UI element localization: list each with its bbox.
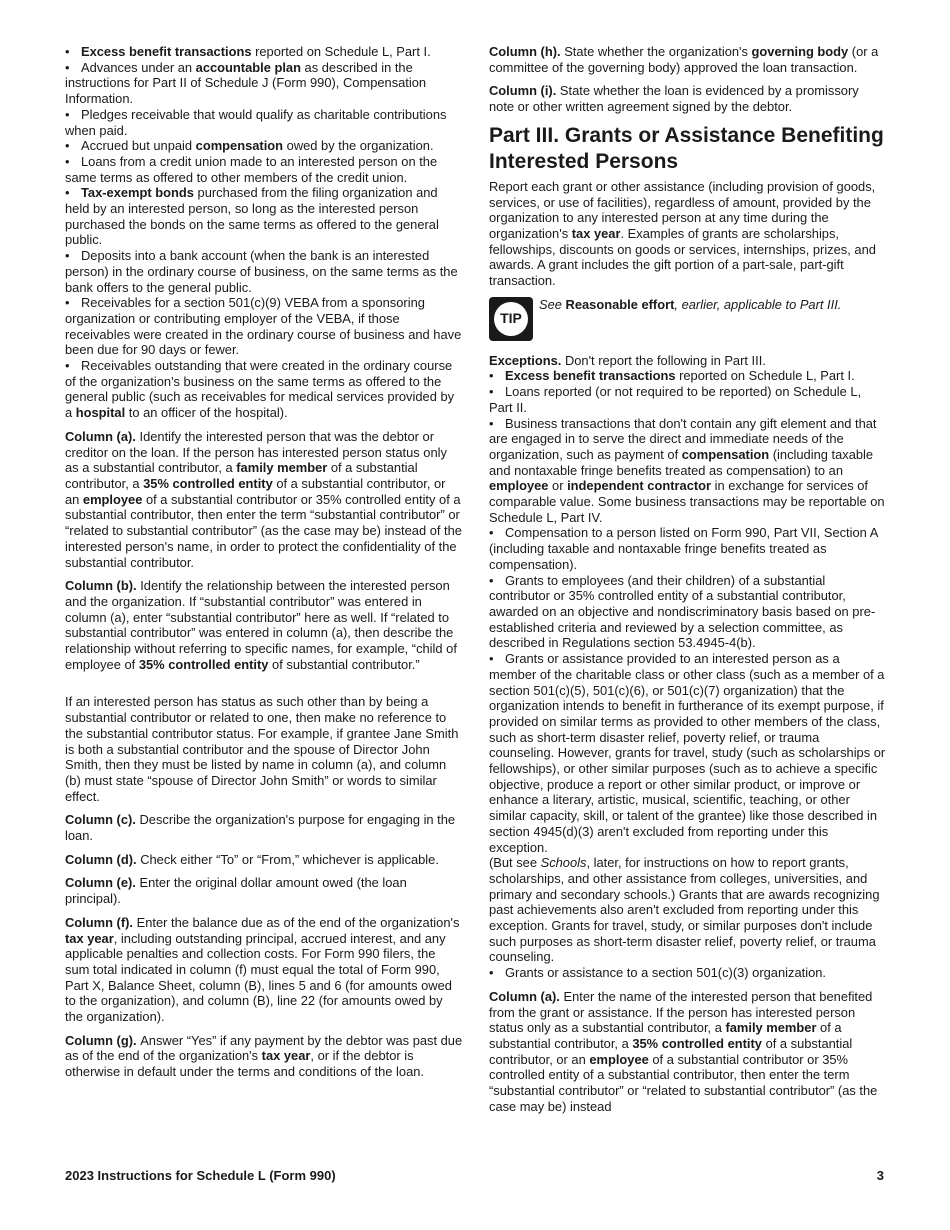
tip-icon-label: TIP xyxy=(494,302,528,336)
text-run: of a substantial contributor, or an xyxy=(65,475,446,507)
text-run: or xyxy=(548,478,568,494)
text-run: (or a committee of the governing body) approved the loan transaction. xyxy=(489,44,879,75)
page-number: 3 xyxy=(876,1168,884,1183)
text-run: Business transactions that don't contain any gift element and that are engaged in to serve the direct and immediate needs of the organization, such as payment of xyxy=(489,415,877,462)
list-item xyxy=(489,384,887,415)
list-item xyxy=(65,185,463,248)
text-run: Don't report the following in Part III. xyxy=(564,352,766,368)
text-run: 35% controlled entity xyxy=(632,1035,762,1051)
paragraph xyxy=(65,429,463,570)
text-run: Enter the name of the interested person that benefited from the grant or assistance. If the person has interested person status only as a substantial contributor, a xyxy=(489,988,873,1036)
bullet-icon: • xyxy=(65,295,70,311)
text-run: Tax-exempt bonds xyxy=(81,185,194,201)
left-column xyxy=(65,44,463,1088)
bullet-icon: • xyxy=(65,248,70,264)
text-run: Column (a). xyxy=(65,428,140,444)
paragraph xyxy=(65,578,463,672)
text-run: State whether the organization's xyxy=(564,44,752,59)
text-run: Loans from a credit union made to an interested person on the same terms as offered to other members of the credit union. xyxy=(65,153,438,185)
text-run: purchased from the filing organization and held by an interested person, so long as the interested person purchased the bonds on the same terms as offered to the general public. xyxy=(65,185,439,248)
list-item xyxy=(65,107,463,138)
text-run: compensation xyxy=(681,446,770,462)
text-run: of a substantial contributor, a xyxy=(489,1020,842,1051)
text-run: Schools xyxy=(540,855,587,871)
list-item xyxy=(65,358,463,421)
text-run: Column (e). xyxy=(65,875,140,891)
paragraph xyxy=(489,83,887,114)
section-heading-part-iii: Part III. Grants or Assistance Benefiting Interested Persons xyxy=(489,123,884,173)
list-item xyxy=(65,154,463,185)
text-run: Receivables outstanding that were created in the ordinary course of the organization's business on the same terms as offered to the general public (such as receivables for medical services provided by a xyxy=(65,358,455,421)
bullet-icon: • xyxy=(489,651,494,667)
list-item xyxy=(489,368,887,384)
text-run: as described in the instructions for Part II of Schedule J (Form 990), Compensation Information. xyxy=(65,59,427,107)
text-run: Column (b). xyxy=(65,578,141,594)
text-run: Grants or assistance to a section 501(c)(3) organization. xyxy=(505,965,826,981)
paragraph xyxy=(489,44,887,75)
text-run: See xyxy=(539,296,566,312)
text-run: of a substantial contributor or 35% controlled entity of a substantial contributor, then enter the term “substantial contributor” or “related to substantial contributor” (as the case may be) instead of the interested person's name, in order to protect the confidentiality of the substantial contributor. xyxy=(65,491,462,570)
list-item xyxy=(489,525,887,572)
text-run: (But see xyxy=(489,855,541,871)
bullet-icon: • xyxy=(489,368,494,384)
text-run: tax year xyxy=(65,930,114,946)
text-run: Exceptions. xyxy=(489,352,565,368)
bullet-icon: • xyxy=(65,44,70,59)
list-item xyxy=(65,44,463,60)
text-run: . Examples of grants are scholarships, fellowships, discounts on goods or services, internships, prizes, and awards. A grant includes the gift portion of a part-sale, part-gift transaction. xyxy=(489,225,876,289)
text-run: 35% controlled entity xyxy=(143,475,273,491)
text-run: Enter the original dollar amount owed (the loan principal). xyxy=(65,875,407,907)
part-iii-column-a xyxy=(489,989,887,1115)
tip-icon xyxy=(489,297,533,341)
bullet-icon: • xyxy=(65,185,70,201)
text-run: reported on Schedule L, Part I. xyxy=(251,44,431,59)
text-run: of substantial contributor.” xyxy=(268,656,420,672)
text-run: compensation xyxy=(195,138,284,154)
text-run: in exchange for services of comparable value. Some business transactions may be reportable on Schedule L, Part IV. xyxy=(489,478,885,525)
text-run: reported on Schedule L, Part I. xyxy=(675,368,855,384)
footer-title: 2023 Instructions for Schedule L (Form 990) xyxy=(65,1168,336,1183)
text-run: If an interested person has status as such other than by being a substantial contributor or related to one, then make no reference to the substantial contributor status. For example, if grantee Jane Smith is both a substantial contributor and the spouse of Director John Smith, then they must be listed by name in column (a), and column (b) must state “spouse of Director John Smith” or words to similar effect. xyxy=(65,694,459,804)
paragraph xyxy=(65,915,463,1025)
text-run: to an officer of the hospital). xyxy=(125,405,288,421)
text-run: Grants to employees (and their children) of a substantial contributor or 35% controlled entity of a substantial contributor, awarded on an objective and nondiscriminatory basis based on pre-established criteria and reviewed by a selection committee, as described in Regulations section 53.4945-4(b). xyxy=(489,572,876,651)
column-h-i-instructions xyxy=(489,44,887,115)
text-run: independent contractor xyxy=(567,478,712,494)
exceptions-list xyxy=(489,368,887,855)
bullet-icon: • xyxy=(65,153,70,169)
text-run: employee xyxy=(589,1051,649,1067)
text-run: Loans reported (or not required to be reported) on Schedule L, Part II. xyxy=(489,384,862,415)
text-run: of a substantial contributor, or an xyxy=(489,1035,853,1067)
text-run: Column (c). xyxy=(65,812,140,828)
paragraph xyxy=(65,875,463,906)
loan-exceptions-list xyxy=(65,44,463,421)
text-run: Column (i). xyxy=(489,83,560,99)
text-run: Column (f). xyxy=(65,914,137,930)
bullet-icon: • xyxy=(65,106,70,122)
paragraph xyxy=(65,852,463,868)
exceptions-list-last xyxy=(489,965,887,981)
text-run: , including outstanding principal, accrued interest, and any applicable penalties and collection costs. For Form 990 filers, the sum total indicated in column (f) must equal the total of Form 990, Part X, Balance Sheet, column (B), lines 5 and 6 (for amounts owed to the organization), and column (B), line 22 (for amounts owed by the organization). xyxy=(65,930,452,1025)
bullet-icon: • xyxy=(489,384,494,400)
exceptions-intro xyxy=(489,353,887,369)
text-run: governing body xyxy=(751,44,849,59)
bullet-icon: • xyxy=(65,59,70,75)
text-run: , later, for instructions on how to report grants, scholarships, and other assistance from colleges, universities, and primary and secondary schools.) Grants that are awards recognizing past achievements also aren't excluded from reporting under this exception. Grants for travel, study, or similar purposes don't include such purposes as short-term disaster relief, poverty relief, or trauma counseling. xyxy=(489,855,880,965)
list-item xyxy=(65,60,463,107)
text-run: Reasonable effort xyxy=(565,296,675,312)
list-item xyxy=(489,651,887,855)
text-run: Deposits into a bank account (when the bank is an interested person) in the ordinary course of business, on the same terms as the bank offers to the general public. xyxy=(65,248,458,295)
text-run: , or if the debtor is otherwise in default under the terms and conditions of the loan. xyxy=(65,1048,425,1080)
bullet-icon: • xyxy=(489,525,494,541)
text-run: accountable plan xyxy=(195,59,301,75)
paragraph xyxy=(65,812,463,843)
text-run: Advances under an xyxy=(81,59,196,75)
tip-text xyxy=(539,297,841,313)
text-run: owed by the organization. xyxy=(283,138,434,154)
text-run: tax year xyxy=(571,225,621,241)
text-run: Column (d). xyxy=(65,851,141,867)
bullet-icon: • xyxy=(65,358,70,374)
text-run: of a substantial contributor, a xyxy=(65,460,418,491)
bullet-icon: • xyxy=(489,415,494,431)
text-run: tax year xyxy=(261,1048,311,1064)
text-run: Identify the relationship between the interested person and the organization. If “substantial contributor” was entered in column (a), enter “substantial contributor” here as well. If “related to substantial contributor” was entered in column (a), then describe the relationship without referring to specific names, for example, “child of employee of xyxy=(65,578,457,672)
text-run: (including taxable and nontaxable fringe benefits treated as compensation) to an xyxy=(489,446,874,478)
paragraph xyxy=(65,1033,463,1080)
text-run: hospital xyxy=(75,405,126,421)
text-run: Grants or assistance provided to an interested person as a member of the charitable class or other class (such as a member of a section 501(c)(5), 501(c)(6), or 501(c)(7) organization) that the organization intends to benefit in furtherance of its exempt purpose, if provided on similar terms as provided to other members of the class, such as short-term disaster relief, poverty relief, or trauma counseling. However, grants for travel, study (such as scholarships or fellowships), or other similar purposes (such as to achieve a specific objective, produce a report or other similar product, or improve or enhance a literary, artistic, musical, scientific, teaching, or other similar capacity, skill, or talent of the grantee) like those described in section 4945(d)(3) aren't excluded from reporting under this exception. xyxy=(489,651,886,855)
text-run: Report each grant or other assistance (including provision of goods, services, or use of facilities), regardless of amount, provided by the organization to any interested person at any time during the organization's xyxy=(489,178,876,241)
bullet-icon: • xyxy=(65,138,70,154)
text-run: Check either “To” or “From,” whichever is applicable. xyxy=(140,851,439,867)
text-run: family member xyxy=(236,460,328,476)
exceptions-continuation xyxy=(489,855,887,965)
text-run: Column (h). xyxy=(489,44,565,59)
text-run: Excess benefit transactions xyxy=(81,44,252,59)
text-run: Excess benefit transactions xyxy=(505,368,676,384)
text-run: Enter the balance due as of the end of the organization's xyxy=(136,914,460,930)
text-run: 35% controlled entity xyxy=(138,656,269,672)
text-run: Accrued but unpaid xyxy=(81,138,196,154)
list-item xyxy=(65,295,463,358)
text-run: Answer “Yes” if any payment by the debtor was past due as of the end of the organization's xyxy=(65,1032,463,1064)
list-item xyxy=(65,138,463,154)
list-item xyxy=(489,416,887,526)
right-column xyxy=(489,44,887,1122)
bullet-icon: • xyxy=(489,965,494,981)
list-item xyxy=(489,573,887,652)
text-run: of a substantial contributor or 35% controlled entity of a substantial contributor, then enter the term “substantial contributor” or “related to substantial contributor” (as the case may be) instead xyxy=(489,1051,878,1114)
text-run: Pledges receivable that would qualify as charitable contributions when paid. xyxy=(65,106,447,138)
text-run: Receivables for a section 501(c)(9) VEBA from a sponsoring organization or contributing employer of the VEBA, if those receivables were created in the ordinary course of business and have been due for 90 days or fewer. xyxy=(65,295,462,358)
text-run: Describe the organization's purpose for engaging in the loan. xyxy=(65,812,456,844)
text-run: Identify the interested person that was the debtor or creditor on the loan. If the person has interested person status only as a substantial contributor, a xyxy=(65,428,447,476)
text-run: employee xyxy=(489,478,549,494)
text-run: Column (g). xyxy=(65,1032,141,1048)
column-instructions-loans xyxy=(65,429,463,1080)
text-run: Compensation to a person listed on Form 990, Part VII, Section A (including taxable and nontaxable fringe benefits treated as compensation). xyxy=(489,525,878,572)
bullet-icon: • xyxy=(489,572,494,588)
text-run: employee xyxy=(82,491,143,507)
part-iii-intro xyxy=(489,179,887,289)
text-run: Column (a). xyxy=(489,988,564,1004)
list-item xyxy=(65,248,463,295)
text-run: , earlier, applicable to Part III. xyxy=(674,296,842,312)
tip-box xyxy=(489,297,887,341)
paragraph xyxy=(65,694,463,804)
text-run: State whether the loan is evidenced by a promissory note or other written agreement signed by the debtor. xyxy=(489,83,859,115)
text-run: family member xyxy=(725,1020,817,1036)
list-item xyxy=(489,965,887,981)
